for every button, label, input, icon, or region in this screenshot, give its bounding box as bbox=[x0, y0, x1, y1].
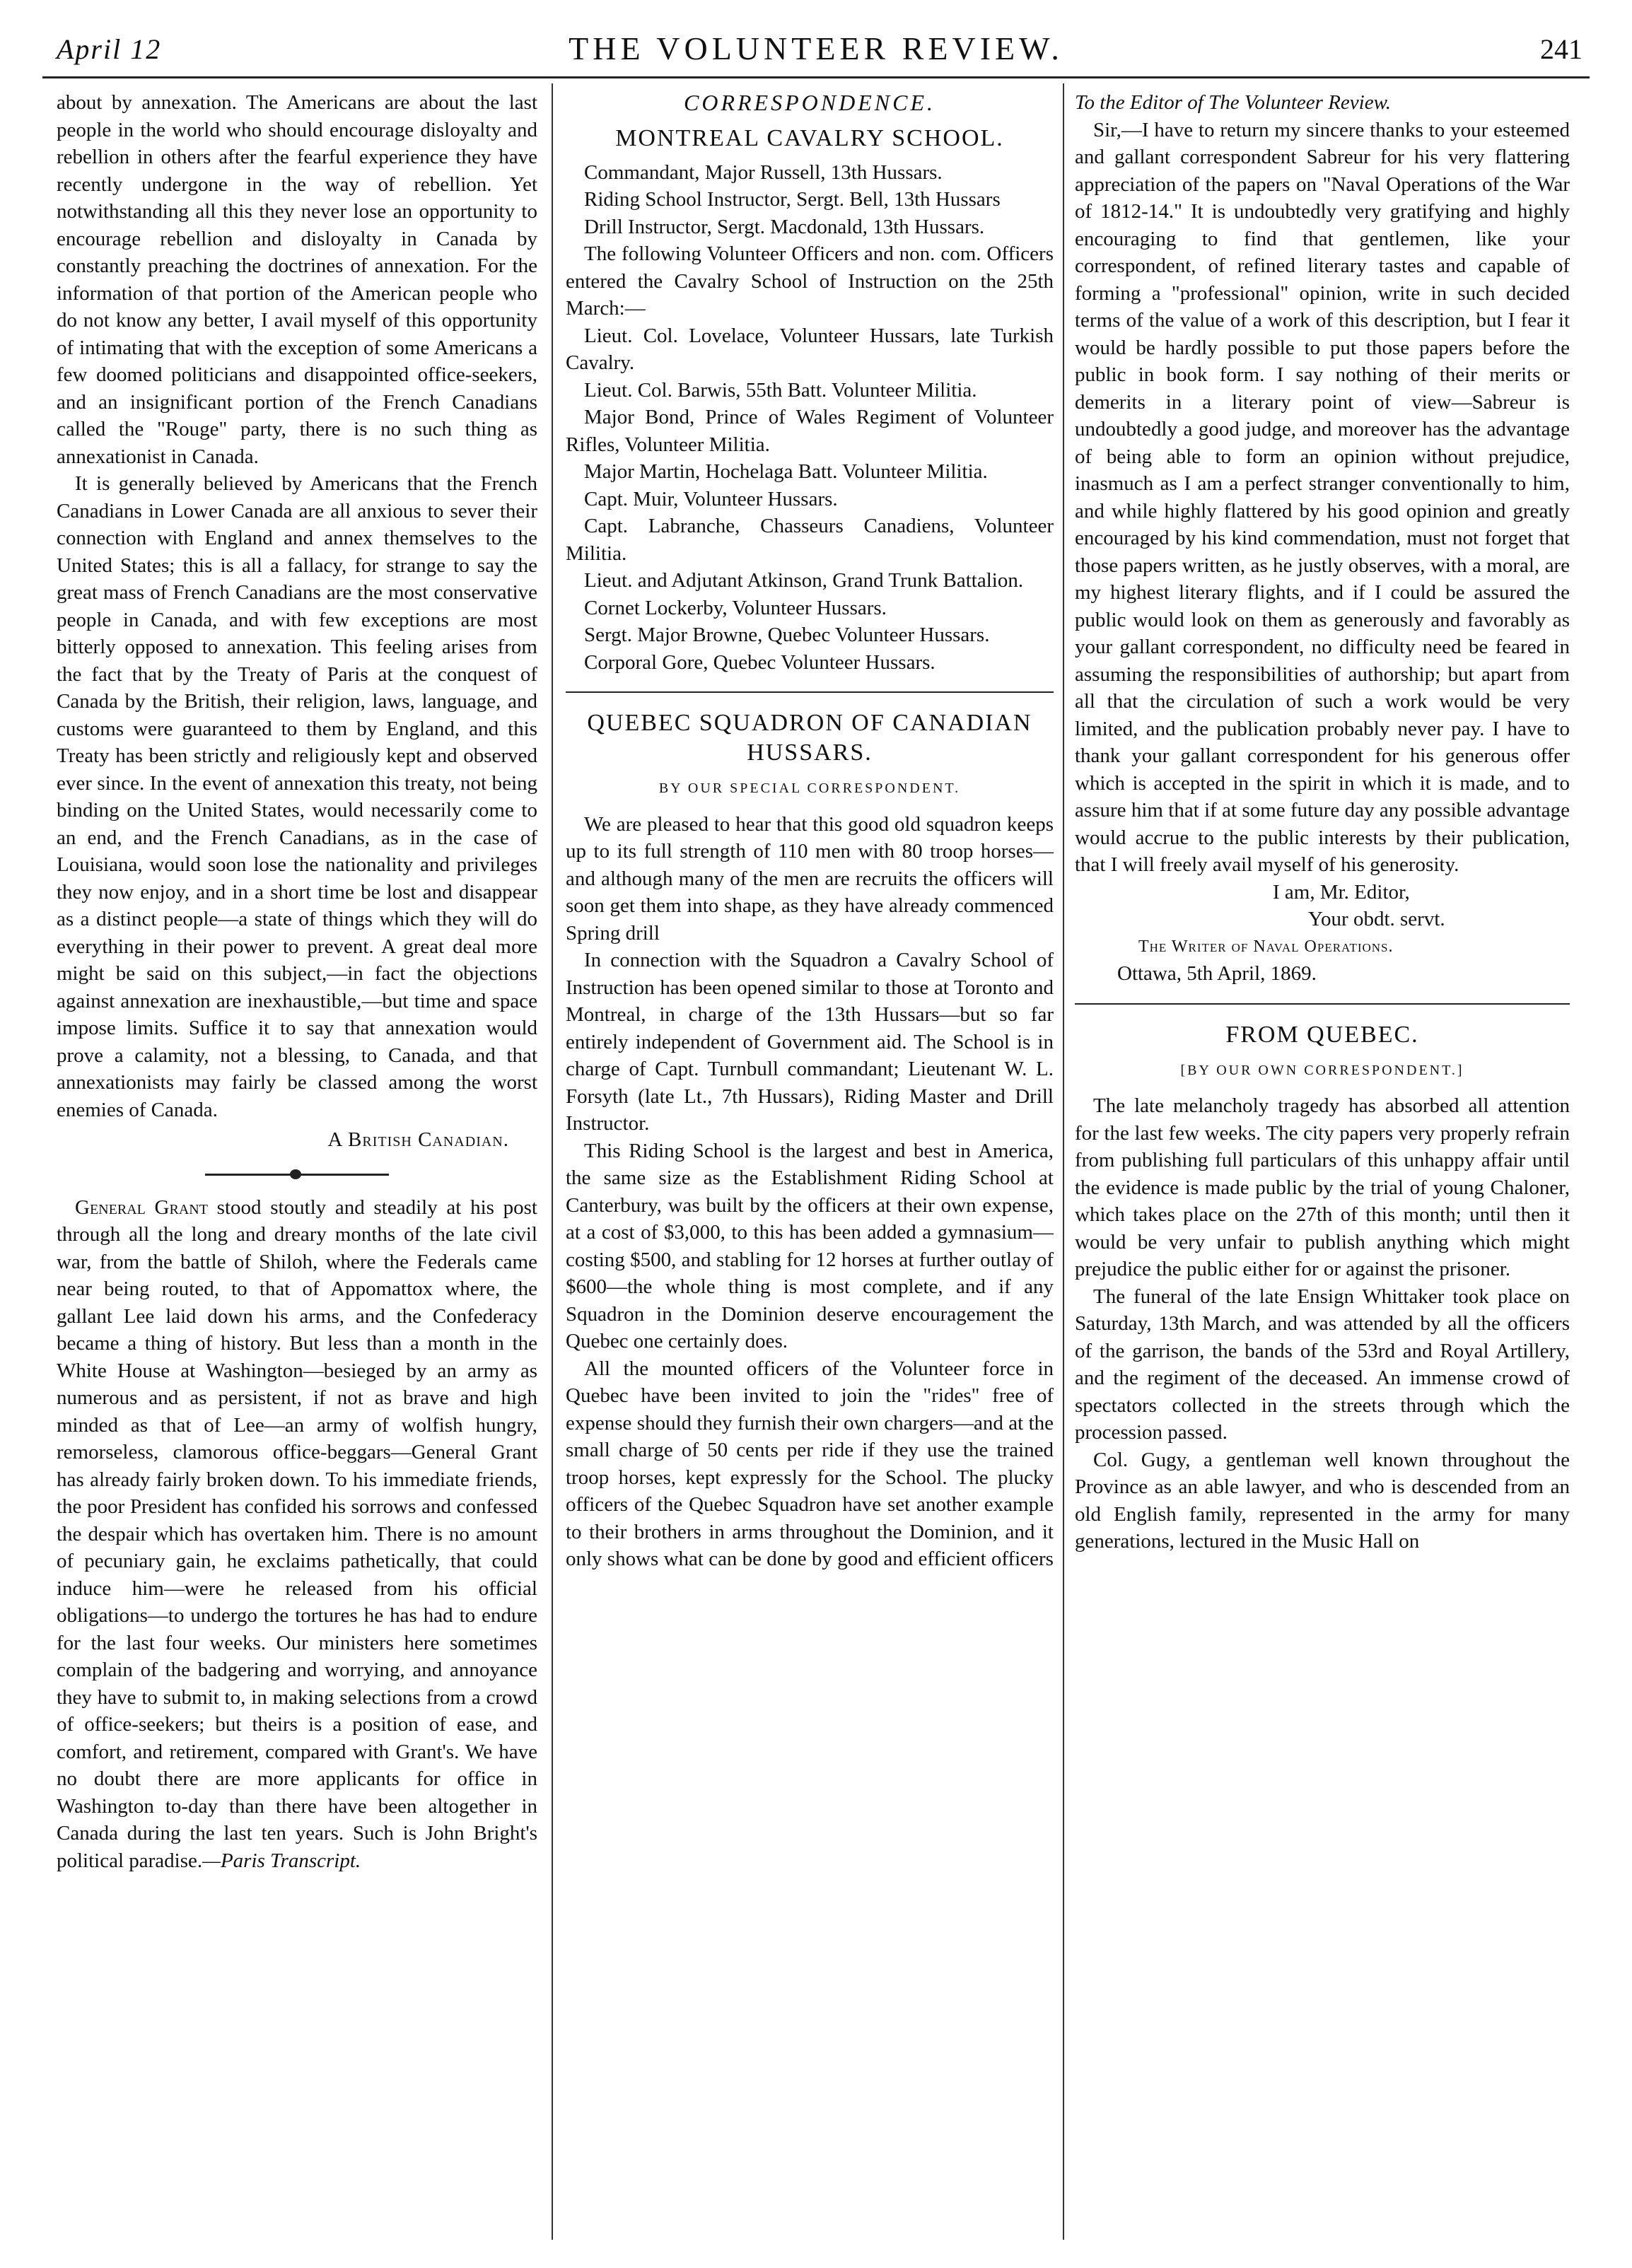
section-rule bbox=[1075, 1003, 1570, 1005]
correspondence-title: CORRESPONDENCE. bbox=[684, 90, 936, 115]
column-3 bbox=[1075, 89, 1570, 2245]
column-rule-1 bbox=[552, 83, 553, 2240]
own-correspondent-byline: [BY OUR OWN CORRESPONDENT.] bbox=[1180, 1062, 1464, 1078]
cavalry-line: Cornet Lockerby, Volunteer Hussars. bbox=[584, 596, 887, 619]
cavalry-line: Drill Instructor, Sergt. Macdonald, 13th Hussars. bbox=[584, 215, 985, 238]
cavalry-line: Capt. Labranche, Chasseurs Canadiens, Volunteer Militia. bbox=[566, 515, 1054, 565]
column-1 bbox=[57, 89, 537, 2245]
cavalry-line: Lieut. and Adjutant Atkinson, Grand Trunk Battalion. bbox=[584, 569, 1024, 592]
grant-source: —Paris Transcript. bbox=[202, 1849, 361, 1872]
squadron-paragraph-4: All the mounted officers of the Volunteer force in Quebec have been invited to join the "rides" free of expense should they furnish their own chargers—and at the small charge of 50 cents per ride if they use the trained troop horses, kept expressly for the School. The plucky officers of the Quebec Squadron have set another example to their brothers in arms throughout the Dominion, and it only shows what can be done by good and efficient officers bbox=[566, 1357, 1054, 1570]
column-rule-2 bbox=[1063, 83, 1064, 2240]
letter-close-1: I am, Mr. Editor, bbox=[1273, 880, 1410, 904]
from-quebec-heading: FROM QUEBEC. bbox=[1225, 1021, 1419, 1048]
letter-salutation: To the Editor of The Volunteer Review. bbox=[1075, 91, 1392, 114]
section-rule bbox=[566, 691, 1054, 693]
cavalry-line: Capt. Muir, Volunteer Hussars. bbox=[584, 487, 838, 510]
quebec-paragraph-3: Col. Gugy, a gentleman well known throughout the Province as an able lawyer, and who is descended from an old English family, represented in the army for many generations, lectured in the Music Hall on bbox=[1075, 1448, 1570, 1553]
quebec-paragraph-1: The late melancholy tragedy has absorbed all attention for the last few weeks. The city papers very properly refrain from publishing full particulars of this unhappy affair until the evidence is made public by the trial of young Chaloner, which takes place on the 27th of this month; until then it would be very unfair to publish anything which might prejudice the public either for or against the prisoner. bbox=[1075, 1094, 1570, 1280]
letter-dateline: Ottawa, 5th April, 1869. bbox=[1117, 962, 1317, 985]
montreal-cavalry-heading: MONTREAL CAVALRY SCHOOL. bbox=[615, 124, 1004, 151]
page-number: 241 bbox=[1540, 33, 1583, 65]
cavalry-line: Corporal Gore, Quebec Volunteer Hussars. bbox=[584, 650, 936, 674]
cavalry-line: Riding School Instructor, Sergt. Bell, 13th Hussars bbox=[584, 188, 1001, 211]
cavalry-line: Major Bond, Prince of Wales Regiment of Volunteer Rifles, Volunteer Militia. bbox=[566, 406, 1054, 456]
grant-body: stood stoutly and steadily at his post through all the long and dreary months of the late civil war, from the battle of Shiloh, where the Federals came near being routed, to that of Appomattox where, the gallant Lee laid down his arms, and the Confederacy became a thing of history. But less than a month in the White House at Washington—besieged by an army as numerous and as persistent, if not as brave and high minded as that of Lee—an army of wolfish hungry, remorseless, clamorous office-beggars—General Grant has already fairly broken down. To his immediate friends, the poor President has confided his sorrows and confessed the despair which has overtaken him. There is no amount of pecuniary gain, he exclaims pathetically, that could induce him—were he released from his official obligations—to undergo the tortures he has had to endure for the last four weeks. Our ministers here sometimes complain of the badgering and worrying, and annoyance they have to submit to, in making selections from a crowd of office-seekers; but theirs is a position of ease, and comfort, and retirement, compared with Grant's. We have no doubt there are more applicants for office in Washington to-day than there have been altogether in Canada during the last ten years. Such is John Bright's political paradise. bbox=[57, 1196, 537, 1872]
quebec-paragraph-2: The funeral of the late Ensign Whittaker took place on Saturday, 13th March, and was attended by all the officers of the garrison, the bands of the 53rd and Royal Artillery, and the regiment of the deceased. An immense crowd of spectators collected in the streets through which the procession passed. bbox=[1075, 1285, 1570, 1444]
column-2 bbox=[566, 89, 1054, 2245]
newspaper-title: THE VOLUNTEER REVIEW. bbox=[569, 30, 1063, 66]
cavalry-line: Lieut. Col. Barwis, 55th Batt. Volunteer Militia. bbox=[584, 378, 977, 402]
letter-signature: The Writer of Naval Operations. bbox=[1138, 937, 1394, 956]
squadron-paragraph-3: This Riding School is the largest and best in America, the same size as the Establishment Riding School at Canterbury, was built by the officers at their own expense, at a cost of $3,000, to this has been added a gymnasium—costing $500, and stabling for 12 horses at further outlay of $600—the whole thing is most complete, and if any Squadron in the Dominion deserve encouragement the Quebec one certainly does. bbox=[566, 1139, 1054, 1352]
squadron-paragraph-2: In connection with the Squadron a Cavalry School of Instruction has been opened similar to those at Toronto and Montreal, in charge of the 13th Hussars—but so far entirely independent of Government aid. The School is in charge of Capt. Turnbull commandant; Lieutenant W. L. Forsyth (late Lt., 7th Hussars), Riding Master and Drill Instructor. bbox=[566, 949, 1054, 1135]
cavalry-line: The following Volunteer Officers and non. com. Officers entered the Cavalry School of Instruction on the 25th March:— bbox=[566, 242, 1054, 320]
page-header bbox=[42, 27, 1590, 78]
cavalry-line: Lieut. Col. Lovelace, Volunteer Hussars, late Turkish Cavalry. bbox=[566, 324, 1054, 374]
section-separator bbox=[205, 1174, 389, 1176]
special-correspondent-byline: BY OUR SPECIAL CORRESPONDENT. bbox=[658, 781, 961, 796]
grant-lead: General Grant bbox=[75, 1196, 208, 1219]
grant-paragraph bbox=[57, 1194, 537, 1875]
cavalry-line: Sergt. Major Browne, Quebec Volunteer Hussars. bbox=[584, 624, 990, 646]
cavalry-line: Commandant, Major Russell, 13th Hussars. bbox=[584, 160, 943, 184]
annexation-paragraph-2: It is generally believed by Americans that the French Canadians in Lower Canada are all anxious to sever their connection with England and annex themselves to the United States; this is all a fallacy, for strange to say the great mass of French Canadians are the most conservative people in Canada, and with few exceptions are most bitterly opposed to annexation. This feeling arises from the fact that by the Treaty of Paris at the conquest of Canada by the British, their religion, laws, language, and customs were guaranteed to them by England, and this Treaty has been strictly and religiously kept and observed ever since. In the event of annexation this treaty, not being binding on the United States, would necessarily come to an end, and the French Canadians, as in the case of Louisiana, would soon lose the nationality and privileges they now enjoy, and in a short time be lost and disappear as a distinct people—a state of things which they will do everything in their power to prevent. A great deal more might be said on this subject,—in fact the objections against annexation are inexhaustible,—but time and space impose limits. Suffice it to say that annexation would prove a calamity, not a blessing, to Canada, and that annexationists may fairly be classed among the worst enemies of Canada. bbox=[57, 472, 537, 1121]
signature-british-canadian: A British Canadian. bbox=[327, 1128, 509, 1151]
letter-close-2: Your obdt. servt. bbox=[1308, 908, 1445, 930]
annexation-paragraph-1: about by annexation. The Americans are about the last people in the world who should encourage disloyalty and rebellion in others after the fearful experience they have recently undergone in the way of rebellion. Yet notwithstanding all this they never lose an opportunity to encourage rebellion and disloyalty in Canada by constantly preaching the doctrines of annexation. For the information of that portion of the American people who do not know any better, I avail myself of this opportunity of intimating that with the exception of some Americans a few doomed politicians and disappointed office-seekers, and an insignificant portion of the French Canadians called the "Rouge" party, there is no such thing as annexationist in Canada. bbox=[57, 91, 537, 468]
cavalry-line: Major Martin, Hochelaga Batt. Volunteer Militia. bbox=[584, 460, 988, 483]
squadron-paragraph-1: We are pleased to hear that this good old squadron keeps up to its full strength of 110 men with 80 troop horses—and although many of the men are recruits the officers will soon get them into shape, as they have already commenced Spring drill bbox=[566, 812, 1054, 945]
letter-body: Sir,—I have to return my sincere thanks to your esteemed and gallant correspondent Sabreur for his very flattering appreciation of the papers on "Naval Operations of the War of 1812-14." It is undoubtedly very gratifying and highly encouraging to find that gentlemen, like your correspondent, of refined literary tastes and capable of forming a "professional" opinion, write in such decided terms of the value of a work of this description, but I fear it would be hardly possible to put those papers before the public in book form. I say nothing of their merits or demerits in a literary point of view—Sabreur is undoubtedly a good judge, and moreover has the advantage of being able to form an opinion without prejudice, inasmuch as I am a perfect stranger conventionally to him, and while highly flattered by his good opinion and greatly encouraged by his kind commendation, must not forget that those papers written, as he justly observes, with a moral, are my highest literary flights, and if I could be assured the public would look on them as generously and favorably as your gallant correspondent, no difficulty need be feared in assuming the responsibilities of authorship; but apart from all that the circulation of such a work would be very limited, and the publication probably never pay. I have to thank your gallant correspondent for his generous offer which is accepted in the spirit in which it is made, and to assure him that if at some future day any possible advantage would accrue to the public interests by their publication, that I will freely avail myself of his generosity. bbox=[1075, 118, 1570, 876]
quebec-squadron-heading: QUEBEC SQUADRON OF CANADIAN HUSSARS. bbox=[587, 710, 1032, 766]
issue-date: April 12 bbox=[57, 33, 162, 65]
